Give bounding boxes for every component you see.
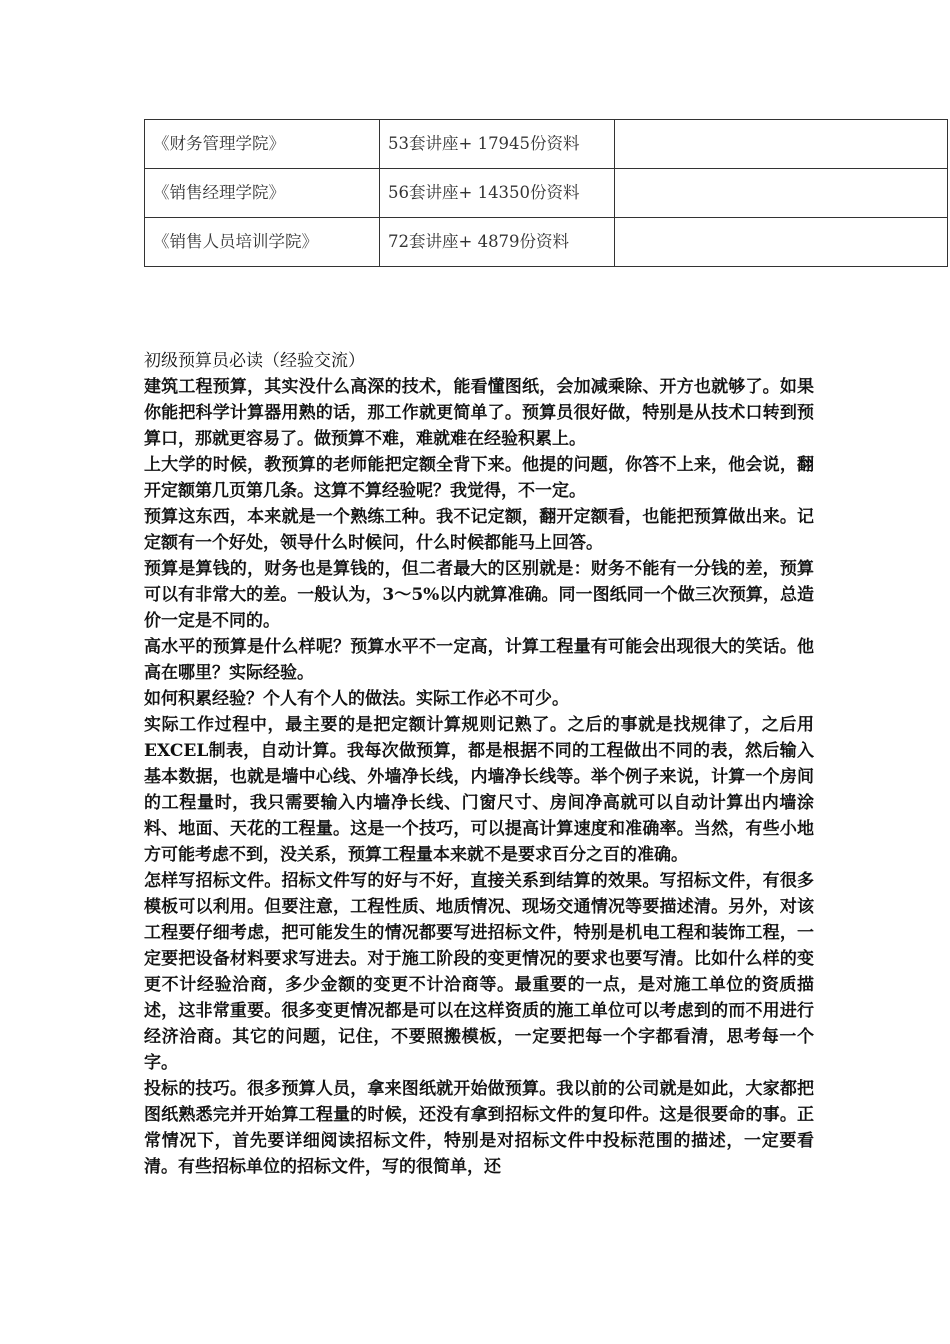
table-cell-note [615, 218, 948, 267]
article-paragraph: 怎样写招标文件。招标文件写的好与不好，直接关系到结算的效果。写招标文件，有很多模板可以利用。但要注意，工程性质、地质情况、现场交通情况等要描述清。另外，对该工程要仔细考虑，把可能发生的情况都要写进招标文件，特别是机电工程和装饰工程，一定要把设备材料要求写进去。对于施工阶段的变更情况的要求也要写清。比如什么样的变更不计经验洽商，多少金额的变更不计洽商等。最重要的一点，是对施工单位的资质描述，这非常重要。很多变更情况都是可以在这样资质的施工单位可以考虑到的而不用进行经济洽商。其它的问题，记住，不要照搬模板，一定要把每一个字都看清，思考每一个字。 [144, 871, 814, 1073]
article-paragraph: 建筑工程预算，其实没什么高深的技术，能看懂图纸，会加减乘除、开方也就够了。如果你能把科学计算器用熟的话，那工作就更简单了。预算员很好做，特别是从技术口转到预算口，那就更容易了。做预算不难，难就难在经验积累上。 [144, 377, 814, 449]
article-paragraph: 高水平的预算是什么样呢？预算水平不一定高，计算工程量有可能会出现很大的笑话。他高在哪里？实际经验。 [144, 637, 814, 683]
table-cell-content: 72套讲座+ 4879份资料 [380, 218, 615, 267]
table-cell-name: 《销售经理学院》 [145, 169, 380, 218]
table-cell-content: 56套讲座+ 14350份资料 [380, 169, 615, 218]
article-title: 初级预算员必读（经验交流） [144, 351, 365, 371]
article-body [144, 348, 814, 1180]
table-cell-name: 《财务管理学院》 [145, 120, 380, 169]
table-row [145, 169, 948, 218]
table-cell-note [615, 169, 948, 218]
resource-table [144, 119, 948, 267]
table-cell-name: 《销售人员培训学院》 [145, 218, 380, 267]
article-paragraph: 预算是算钱的，财务也是算钱的，但二者最大的区别就是：财务不能有一分钱的差，预算可以有非常大的差。一般认为，3～5%以内就算准确。同一图纸同一个做三次预算，总造价一定是不同的。 [144, 559, 814, 631]
table-row [145, 218, 948, 267]
article-paragraph: 上大学的时候，教预算的老师能把定额全背下来。他提的问题，你答不上来，他会说，翻开定额第几页第几条。这算不算经验呢？我觉得，不一定。 [144, 455, 814, 501]
article-paragraph: 预算这东西，本来就是一个熟练工种。我不记定额，翻开定额看，也能把预算做出来。记定额有一个好处，领导什么时候问，什么时候都能马上回答。 [144, 507, 814, 553]
article-paragraph: 实际工作过程中，最主要的是把定额计算规则记熟了。之后的事就是找规律了，之后用EXCEL制表，自动计算。我每次做预算，都是根据不同的工程做出不同的表，然后输入基本数据，也就是墙中心线、外墙净长线，内墙净长线等。举个例子来说，计算一个房间的工程量时，我只需要输入内墙净长线、门窗尺寸、房间净高就可以自动计算出内墙涂料、地面、天花的工程量。这是一个技巧，可以提高计算速度和准确率。当然，有些小地方可能考虑不到，没关系，预算工程量本来就不是要求百分之百的准确。 [144, 715, 814, 865]
article-paragraph: 投标的技巧。很多预算人员，拿来图纸就开始做预算。我以前的公司就是如此，大家都把图纸熟悉完并开始算工程量的时候，还没有拿到招标文件的复印件。这是很要命的事。正常情况下，首先要详细阅读招标文件，特别是对招标文件中投标范围的描述，一定要看清。有些招标单位的招标文件，写的很简单，还 [144, 1079, 814, 1177]
table-cell-note [615, 120, 948, 169]
table-row [145, 120, 948, 169]
article-paragraph: 如何积累经验？个人有个人的做法。实际工作必不可少。 [144, 689, 569, 709]
table-cell-content: 53套讲座+ 17945份资料 [380, 120, 615, 169]
